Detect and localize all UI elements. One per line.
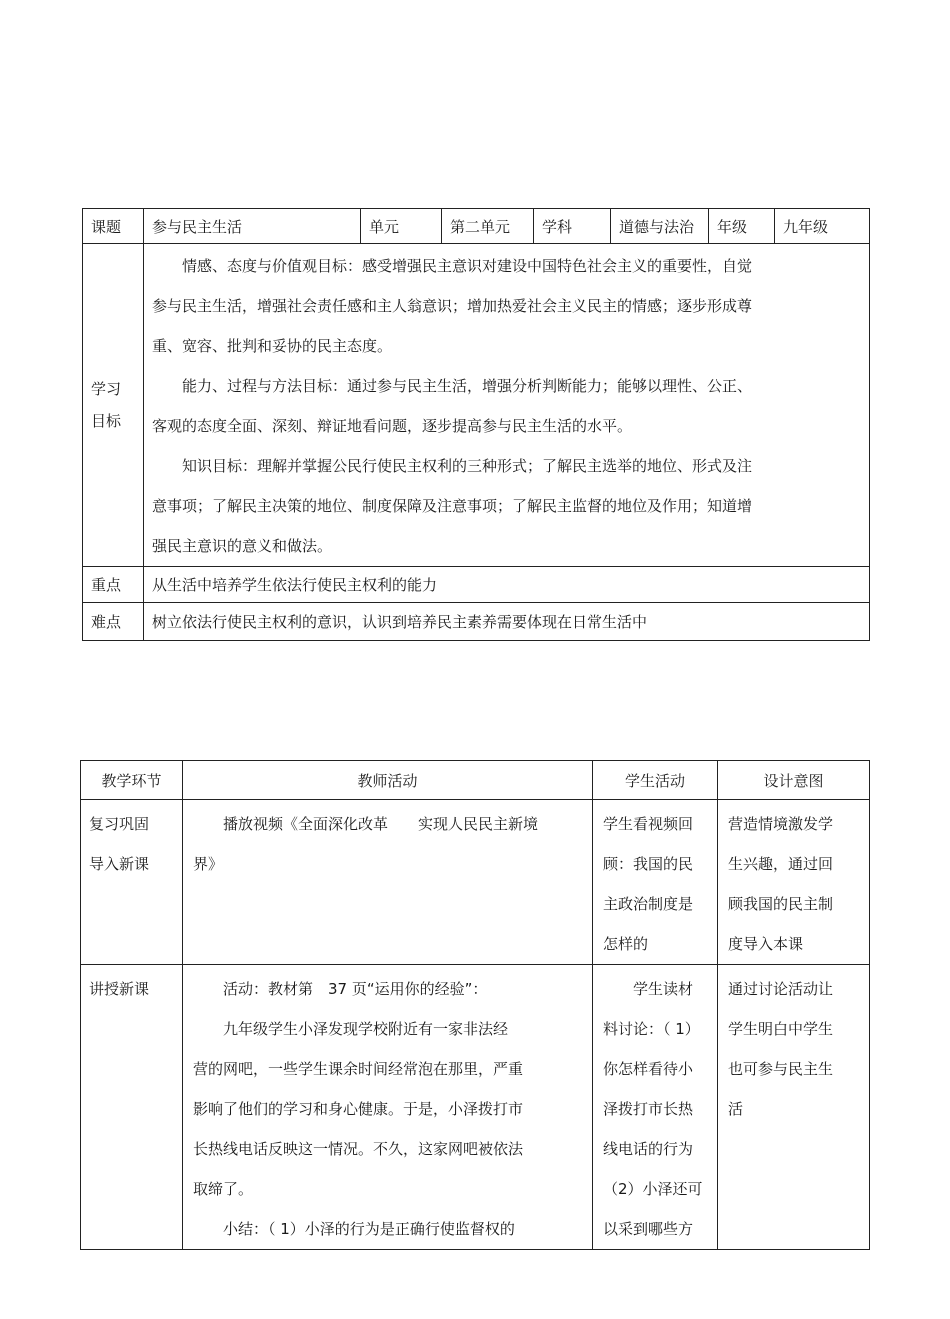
grade-label: 年级 [709, 209, 775, 244]
header-teacher: 教师活动 [183, 761, 593, 800]
lesson-info-table [82, 208, 870, 641]
unit-label: 单元 [361, 209, 442, 244]
goal-line: 能力、过程与方法目标：通过参与民主生活，增强分析判断能力；能够以理性、公正、 [182, 377, 753, 395]
header-intent: 设计意图 [718, 761, 870, 800]
goal-line: 强民主意识的意义和做法。 [152, 537, 333, 555]
unit-value: 第二单元 [442, 209, 534, 244]
learning-goals [144, 244, 870, 567]
key-point-value: 从生活中培养学生依法行使民主权利的能力 [144, 567, 870, 603]
stage-cell: 讲授新课 [81, 965, 183, 1250]
difficulty-label: 难点 [83, 603, 144, 641]
teacher-cell: 播放视频《全面深化改革 实现人民民主新境 界》 [183, 800, 593, 965]
topic-value: 参与民主生活 [144, 209, 361, 244]
intent-cell: 营造情境激发学 生兴趣，通过回 顾我国的民主制 度导入本课 [718, 800, 870, 965]
goal-line: 意事项；了解民主决策的地位、制度保障及注意事项；了解民主监督的地位及作用；知道增 [152, 497, 753, 515]
header-stage: 教学环节 [81, 761, 183, 800]
intent-cell: 通过讨论活动让 学生明白中学生 也可参与民主生 活 [718, 965, 870, 1250]
goal-line: 重、宽容、批判和妥协的民主态度。 [152, 337, 393, 355]
student-cell: 学生读材 料讨论：（ 1） 你怎样看待小 泽拨打市长热 线电话的行为 （2）小泽还可 以采到哪些方 [593, 965, 718, 1250]
difficulty-value: 树立依法行使民主权利的意识，认识到培养民主素养需要体现在日常生活中 [144, 603, 870, 641]
student-cell: 学生看视频回 顾：我国的民 主政治制度是 怎样的 [593, 800, 718, 965]
header-student: 学生活动 [593, 761, 718, 800]
goal-line: 参与民主生活，增强社会责任感和主人翁意识；增加热爱社会主义民主的情感；逐步形成尊 [152, 297, 753, 315]
subject-value: 道德与法治 [611, 209, 709, 244]
stage-cell: 复习巩固 导入新课 [81, 800, 183, 965]
teacher-cell: 活动：教材第 37 页“运用你的经验”： 九年级学生小泽发现学校附近有一家非法经 营的网吧，一些学生课余时间经常泡在那里，严重 影响了他们的学习和身心健康。于是，小泽拨打市 长热线电话反映这一情况。不久，这家网吧被依法 取缔了。 小结：（ 1）小泽的行为是正确行使监督权的 [183, 965, 593, 1250]
topic-label: 课题 [83, 209, 144, 244]
grade-value: 九年级 [775, 209, 870, 244]
key-point-label: 重点 [83, 567, 144, 603]
teaching-process-table [80, 760, 870, 1250]
goal-line: 知识目标：理解并掌握公民行使民主权利的三种形式；了解民主选举的地位、形式及注 [182, 457, 753, 475]
goal-line: 客观的态度全面、深刻、辩证地看问题，逐步提高参与民主生活的水平。 [152, 417, 633, 435]
goals-label: 学习 目标 [83, 244, 144, 567]
subject-label: 学科 [534, 209, 611, 244]
goal-line: 情感、态度与价值观目标：感受增强民主意识对建设中国特色社会主义的重要性，自觉 [182, 257, 753, 275]
